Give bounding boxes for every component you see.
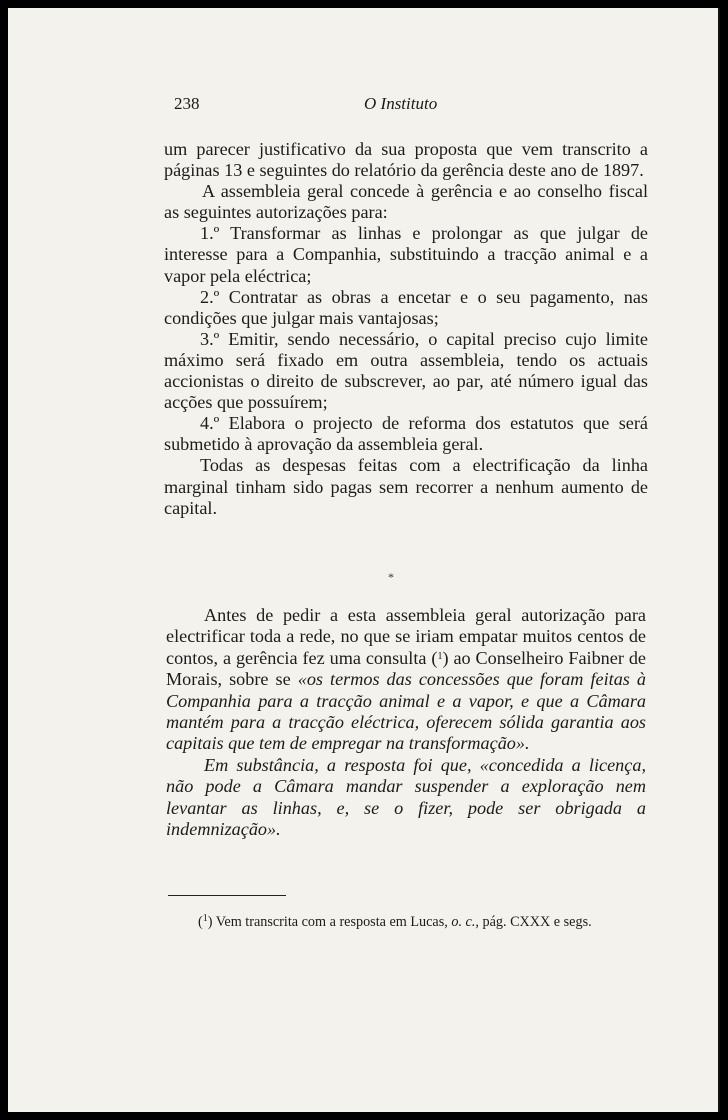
footnote-rule [168,895,286,896]
page-number: 238 [174,94,200,113]
running-title: O Instituto [364,94,438,113]
section-separator: * [388,570,394,584]
paragraph-2: A assembleia geral concede à gerência e ao conselho fiscal as seguintes autorizações para: [164,181,648,223]
section-2-text [166,605,646,840]
footnote-text-end: , pág. CXXX e segs. [475,914,592,930]
list-item-1: 1.º Transformar as linhas e prolongar as que julgar de interesse para a Companhia, substituindo a tracção animal e a vapor pela eléctrica; [164,223,648,286]
section-2-p1-quote: «os termos das concessões que foram feitas à Companhia para a tracção animal e a vapor, e que a Câmara mantém para a tracção eléctrica, oferecem sólida garantia aos capitais que tem de empregar na transformação». [166,669,646,754]
list-item-4: 4.º Elabora o projecto de reforma dos estatutos que será submetido à aprovação da assembleia geral. [164,413,648,455]
list-item-3: 3.º Emitir, sendo necessário, o capital preciso cujo limite máximo será fixado em outra assembleia, tendo os actuais accionistas o direito de subscrever, ao par, até número igual das acções que possuírem; [164,328,648,413]
footnote-text-start: Vem transcrita com a resposta em Lucas, [212,914,452,930]
footnote: ($^1$) Vem transcrita com a resposta em Lucas, o. c., pág. CXXX e segs. [198,913,592,930]
footnote-reference: 1 [437,650,443,662]
section-2-p1-start: Antes de pedir a esta assembleia geral autorização para electrificar toda a rede, no que se iriam empatar muitos centos de contos, a gerência fez uma consulta ( [166,605,646,668]
main-text [164,139,648,519]
paragraph-3: Todas as despesas feitas com a electrificação da linha marginal tinham sido pagas sem recorrer a nenhum aumento de capital. [164,455,648,518]
list-item-2: 2.º Contratar as obras a encetar e o seu pagamento, nas condições que julgar mais vantajosas; [164,286,648,328]
footnote-text-italic: o. c. [451,914,476,930]
section-2-p1-mid: ) ao Conselheiro Faibner de Morais, sobre se [166,647,647,690]
section-2-paragraph-2: Em substância, a resposta foi que, «concedida a licença, não pode a Câmara mandar suspender a exploração nem levantar as linhas, e, se o fizer, pode ser obrigada a indemnização». [166,754,646,840]
paragraph-1: um parecer justificativo da sua proposta que vem transcrito a páginas 13 e seguintes do relatório da gerência deste ano de 1897. [164,139,648,181]
page-header [168,94,648,122]
section-2-paragraph-1 [166,605,646,755]
footnote-marker: 1 [202,913,208,924]
book-page [8,8,720,1112]
